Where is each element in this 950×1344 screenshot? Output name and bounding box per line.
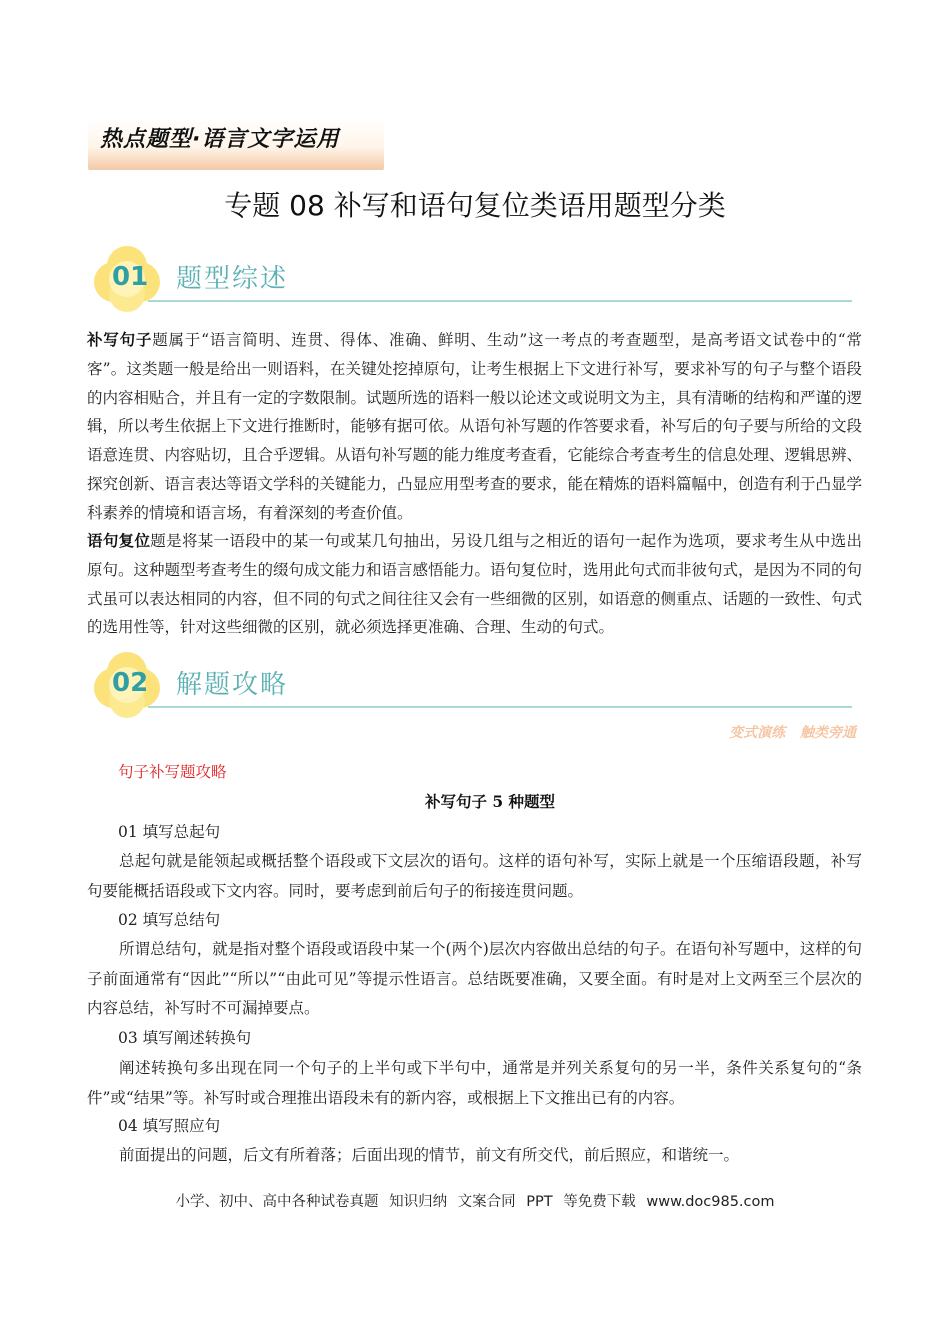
item-heading-01: 01 填写总起句 bbox=[118, 823, 221, 841]
section-divider bbox=[148, 706, 852, 708]
topic-tag: 热点题型·语言文字运用 bbox=[100, 127, 340, 152]
section-title: 题型综述 bbox=[176, 264, 289, 294]
term-bu-xie-ju-zi: 补写句子 bbox=[87, 330, 153, 349]
item-body-03: 阐述转换句多出现在同一个句子的上半句或下半句中，通常是并列关系复句的另一半，条件关系复句的“条件”或“结果”等。补写时或合理推出语段未有的新内容，或根据上下文推出已有的内容。 bbox=[87, 1059, 862, 1107]
item-heading-03: 03 填写阐述转换句 bbox=[118, 1029, 252, 1047]
document-title: 专题 08 补写和语句复位类语用题型分类 bbox=[224, 189, 726, 222]
section-title: 解题攻略 bbox=[176, 670, 289, 700]
overview-paragraph-2 bbox=[87, 527, 862, 642]
item-body-01: 总起句就是能领起或概括整个语段或下文层次的语句。这样的语句补写，实际上就是一个压缩语段题，补写句要能概括语段或下文内容。同时，要考虑到前后句子的衔接连贯问题。 bbox=[87, 852, 862, 900]
section-number: 02 bbox=[112, 668, 149, 698]
types-heading: 补写句子 5 种题型 bbox=[424, 792, 556, 811]
footer-text: 小学、初中、高中各种试卷真题 知识归纳 文案合同 PPT 等免费下载 www.doc985.com bbox=[175, 1194, 775, 1210]
topic-tag-banner bbox=[88, 118, 384, 170]
item-body-04: 前面提出的问题，后文有所着落；后面出现的情节，前文有所交代，前后照应，和谐统一。 bbox=[119, 1146, 740, 1164]
paragraph-text: 题是将某一语段中的某一句或某几句抽出，另设几组与之相近的语句一起作为选项，要求考生从中选出原句。这种题型考查考生的缀句成文能力和语言感悟能力。语句复位时，选用此句式而非彼句式，是因为不同的句式虽可以表达相同的内容，但不同的句式之间往往又会有一些细微的区别，如语意的侧重点、话题的一致性、句式的选用性等，针对这些细微的区别，就必须选择更准确、合理、生动的句式。 bbox=[87, 532, 863, 637]
section-divider bbox=[148, 300, 852, 302]
item-heading-04: 04 填写照应句 bbox=[118, 1117, 221, 1135]
strategy-heading: 句子补写题攻略 bbox=[118, 763, 227, 781]
item-body-02: 所谓总结句，就是指对整个语段或语段中某一个(两个)层次内容做出总结的句子。在语句补写题中，这样的句子前面通常有“因此”“所以”“由此可见”等提示性语言。总结既要准确，又要全面。有时是对上文两至三个层次的内容总结，补写时不可漏掉要点。 bbox=[87, 940, 862, 1017]
section-1-heading bbox=[92, 244, 852, 314]
overview-paragraph-1 bbox=[87, 326, 862, 528]
slogan: 变式演练 触类旁通 bbox=[729, 725, 856, 741]
paragraph-text: 题属于“语言简明、连贯、得体、准确、鲜明、生动”这一考点的考查题型，是高考语文试卷中的“常客”。这类题一般是给出一则语料，在关键处挖掉原句，让考生根据上下文进行补写，要求补写的句子与整个语段的内容相贴合，并且有一定的字数限制。试题所选的语料一般以论述文或说明文为主，具有清晰的结构和严谨的逻辑，所以考生依据上下文进行推断时，能够有据可依。从语句补写题的作答要求看，补写后的句子要与所给的文段语意连贯、内容贴切，且合乎逻辑。从语句补写题的能力维度考查看，它能综合考查考生的信息处理、逻辑思辨、探究创新、语言表达等语文学科的关键能力，凸显应用型考查的要求，能在精炼的语料篇幅中，创造有利于凸显学科素养的情境和语言场，有着深刻的考查价值。 bbox=[87, 331, 863, 522]
term-yu-ju-fu-wei: 语句复位 bbox=[87, 531, 151, 550]
section-2-heading bbox=[92, 650, 852, 720]
section-number: 01 bbox=[112, 262, 149, 292]
item-heading-02: 02 填写总结句 bbox=[118, 911, 221, 929]
